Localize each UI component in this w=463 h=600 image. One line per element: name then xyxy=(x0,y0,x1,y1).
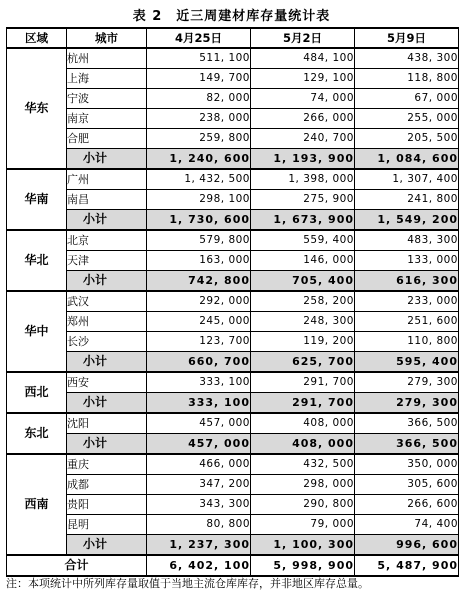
subtotal-label: 小计 xyxy=(67,535,147,556)
subtotal-value: 1, 084, 600 xyxy=(355,149,459,170)
subtotal-value: 366, 500 xyxy=(355,434,459,455)
table-row xyxy=(7,230,459,251)
value-cell: 79, 000 xyxy=(251,515,355,535)
subtotal-value: 595, 400 xyxy=(355,352,459,373)
subtotal-label: 小计 xyxy=(67,271,147,292)
value-cell: 118, 800 xyxy=(355,69,459,89)
subtotal-value: 333, 100 xyxy=(147,393,251,414)
header-date-3: 5月9日 xyxy=(355,28,459,48)
region-cell: 西南 xyxy=(7,454,67,555)
total-value: 5, 998, 900 xyxy=(251,555,355,576)
value-cell: 279, 300 xyxy=(355,372,459,393)
value-cell: 146, 000 xyxy=(251,251,355,271)
table-row xyxy=(7,251,459,271)
region-cell: 东北 xyxy=(7,413,67,454)
value-cell: 438, 300 xyxy=(355,48,459,69)
subtotal-value: 1, 240, 600 xyxy=(147,149,251,170)
value-cell: 82, 000 xyxy=(147,89,251,109)
value-cell: 248, 300 xyxy=(251,312,355,332)
value-cell: 291, 700 xyxy=(251,372,355,393)
value-cell: 305, 600 xyxy=(355,475,459,495)
table-row xyxy=(7,48,459,69)
value-cell: 80, 800 xyxy=(147,515,251,535)
subtotal-value: 1, 673, 900 xyxy=(251,210,355,231)
value-cell: 1, 432, 500 xyxy=(147,169,251,190)
value-cell: 238, 000 xyxy=(147,109,251,129)
subtotal-value: 1, 100, 300 xyxy=(251,535,355,556)
subtotal-row xyxy=(7,271,459,292)
value-cell: 275, 900 xyxy=(251,190,355,210)
value-cell: 163, 000 xyxy=(147,251,251,271)
subtotal-value: 291, 700 xyxy=(251,393,355,414)
table-row xyxy=(7,332,459,352)
table-row xyxy=(7,89,459,109)
subtotal-row xyxy=(7,352,459,373)
table-row xyxy=(7,312,459,332)
inventory-table xyxy=(6,27,459,577)
value-cell: 298, 100 xyxy=(147,190,251,210)
region-cell: 华东 xyxy=(7,48,67,169)
subtotal-label: 小计 xyxy=(67,352,147,373)
city-cell: 南京 xyxy=(67,109,147,129)
table-row xyxy=(7,475,459,495)
value-cell: 233, 000 xyxy=(355,291,459,312)
table-row xyxy=(7,413,459,434)
value-cell: 511, 100 xyxy=(147,48,251,69)
subtotal-value: 408, 000 xyxy=(251,434,355,455)
value-cell: 1, 307, 400 xyxy=(355,169,459,190)
subtotal-row xyxy=(7,149,459,170)
value-cell: 74, 000 xyxy=(251,89,355,109)
table-row xyxy=(7,454,459,475)
city-cell: 长沙 xyxy=(67,332,147,352)
subtotal-value: 616, 300 xyxy=(355,271,459,292)
footnote: 注：本项统计中所列库存量取值于当地主流仓库库存，并非地区库存总量。 xyxy=(6,577,369,590)
value-cell: 241, 800 xyxy=(355,190,459,210)
region-cell: 西北 xyxy=(7,372,67,413)
value-cell: 205, 500 xyxy=(355,129,459,149)
table-row xyxy=(7,129,459,149)
value-cell: 579, 800 xyxy=(147,230,251,251)
value-cell: 259, 800 xyxy=(147,129,251,149)
value-cell: 483, 300 xyxy=(355,230,459,251)
table-row xyxy=(7,69,459,89)
subtotal-value: 279, 300 xyxy=(355,393,459,414)
total-value: 5, 487, 900 xyxy=(355,555,459,576)
subtotal-value: 457, 000 xyxy=(147,434,251,455)
subtotal-label: 小计 xyxy=(67,149,147,170)
city-cell: 杭州 xyxy=(67,48,147,69)
subtotal-label: 小计 xyxy=(67,393,147,414)
value-cell: 333, 100 xyxy=(147,372,251,393)
table-row xyxy=(7,190,459,210)
value-cell: 245, 000 xyxy=(147,312,251,332)
total-label: 合计 xyxy=(7,555,147,576)
value-cell: 350, 000 xyxy=(355,454,459,475)
subtotal-value: 742, 800 xyxy=(147,271,251,292)
value-cell: 457, 000 xyxy=(147,413,251,434)
city-cell: 重庆 xyxy=(67,454,147,475)
table-body xyxy=(7,48,459,576)
subtotal-label: 小计 xyxy=(67,434,147,455)
table-row xyxy=(7,291,459,312)
value-cell: 347, 200 xyxy=(147,475,251,495)
value-cell: 123, 700 xyxy=(147,332,251,352)
table-row xyxy=(7,109,459,129)
subtotal-value: 1, 730, 600 xyxy=(147,210,251,231)
header-date-2: 5月2日 xyxy=(251,28,355,48)
value-cell: 74, 400 xyxy=(355,515,459,535)
value-cell: 290, 800 xyxy=(251,495,355,515)
subtotal-value: 660, 700 xyxy=(147,352,251,373)
table-title: 表 2 近三周建材库存量统计表 xyxy=(132,9,331,24)
value-cell: 110, 800 xyxy=(355,332,459,352)
value-cell: 67, 000 xyxy=(355,89,459,109)
value-cell: 559, 400 xyxy=(251,230,355,251)
header-region: 区域 xyxy=(7,28,67,48)
subtotal-value: 1, 549, 200 xyxy=(355,210,459,231)
value-cell: 432, 500 xyxy=(251,454,355,475)
subtotal-value: 705, 400 xyxy=(251,271,355,292)
subtotal-row xyxy=(7,535,459,556)
city-cell: 北京 xyxy=(67,230,147,251)
subtotal-value: 1, 193, 900 xyxy=(251,149,355,170)
subtotal-row xyxy=(7,434,459,455)
value-cell: 466, 000 xyxy=(147,454,251,475)
value-cell: 251, 600 xyxy=(355,312,459,332)
subtotal-label: 小计 xyxy=(67,210,147,231)
region-cell: 华北 xyxy=(7,230,67,291)
city-cell: 成都 xyxy=(67,475,147,495)
total-row xyxy=(7,555,459,576)
city-cell: 宁波 xyxy=(67,89,147,109)
value-cell: 255, 000 xyxy=(355,109,459,129)
value-cell: 129, 100 xyxy=(251,69,355,89)
header-date-1: 4月25日 xyxy=(147,28,251,48)
city-cell: 昆明 xyxy=(67,515,147,535)
total-value: 6, 402, 100 xyxy=(147,555,251,576)
value-cell: 258, 200 xyxy=(251,291,355,312)
city-cell: 贵阳 xyxy=(67,495,147,515)
value-cell: 292, 000 xyxy=(147,291,251,312)
city-cell: 沈阳 xyxy=(67,413,147,434)
city-cell: 西安 xyxy=(67,372,147,393)
subtotal-value: 996, 600 xyxy=(355,535,459,556)
city-cell: 武汉 xyxy=(67,291,147,312)
city-cell: 广州 xyxy=(67,169,147,190)
subtotal-value: 625, 700 xyxy=(251,352,355,373)
value-cell: 366, 500 xyxy=(355,413,459,434)
value-cell: 484, 100 xyxy=(251,48,355,69)
table-row xyxy=(7,169,459,190)
city-cell: 合肥 xyxy=(67,129,147,149)
value-cell: 1, 398, 000 xyxy=(251,169,355,190)
city-cell: 郑州 xyxy=(67,312,147,332)
header-row xyxy=(7,28,459,48)
city-cell: 南昌 xyxy=(67,190,147,210)
table-row xyxy=(7,372,459,393)
region-cell: 华中 xyxy=(7,291,67,372)
value-cell: 149, 700 xyxy=(147,69,251,89)
table-row xyxy=(7,515,459,535)
table-row xyxy=(7,495,459,515)
subtotal-value: 1, 237, 300 xyxy=(147,535,251,556)
city-cell: 天津 xyxy=(67,251,147,271)
value-cell: 240, 700 xyxy=(251,129,355,149)
value-cell: 119, 200 xyxy=(251,332,355,352)
value-cell: 298, 000 xyxy=(251,475,355,495)
value-cell: 343, 300 xyxy=(147,495,251,515)
subtotal-row xyxy=(7,393,459,414)
value-cell: 133, 000 xyxy=(355,251,459,271)
header-city: 城市 xyxy=(67,28,147,48)
city-cell: 上海 xyxy=(67,69,147,89)
value-cell: 266, 000 xyxy=(251,109,355,129)
subtotal-row xyxy=(7,210,459,231)
value-cell: 266, 600 xyxy=(355,495,459,515)
region-cell: 华南 xyxy=(7,169,67,230)
value-cell: 408, 000 xyxy=(251,413,355,434)
